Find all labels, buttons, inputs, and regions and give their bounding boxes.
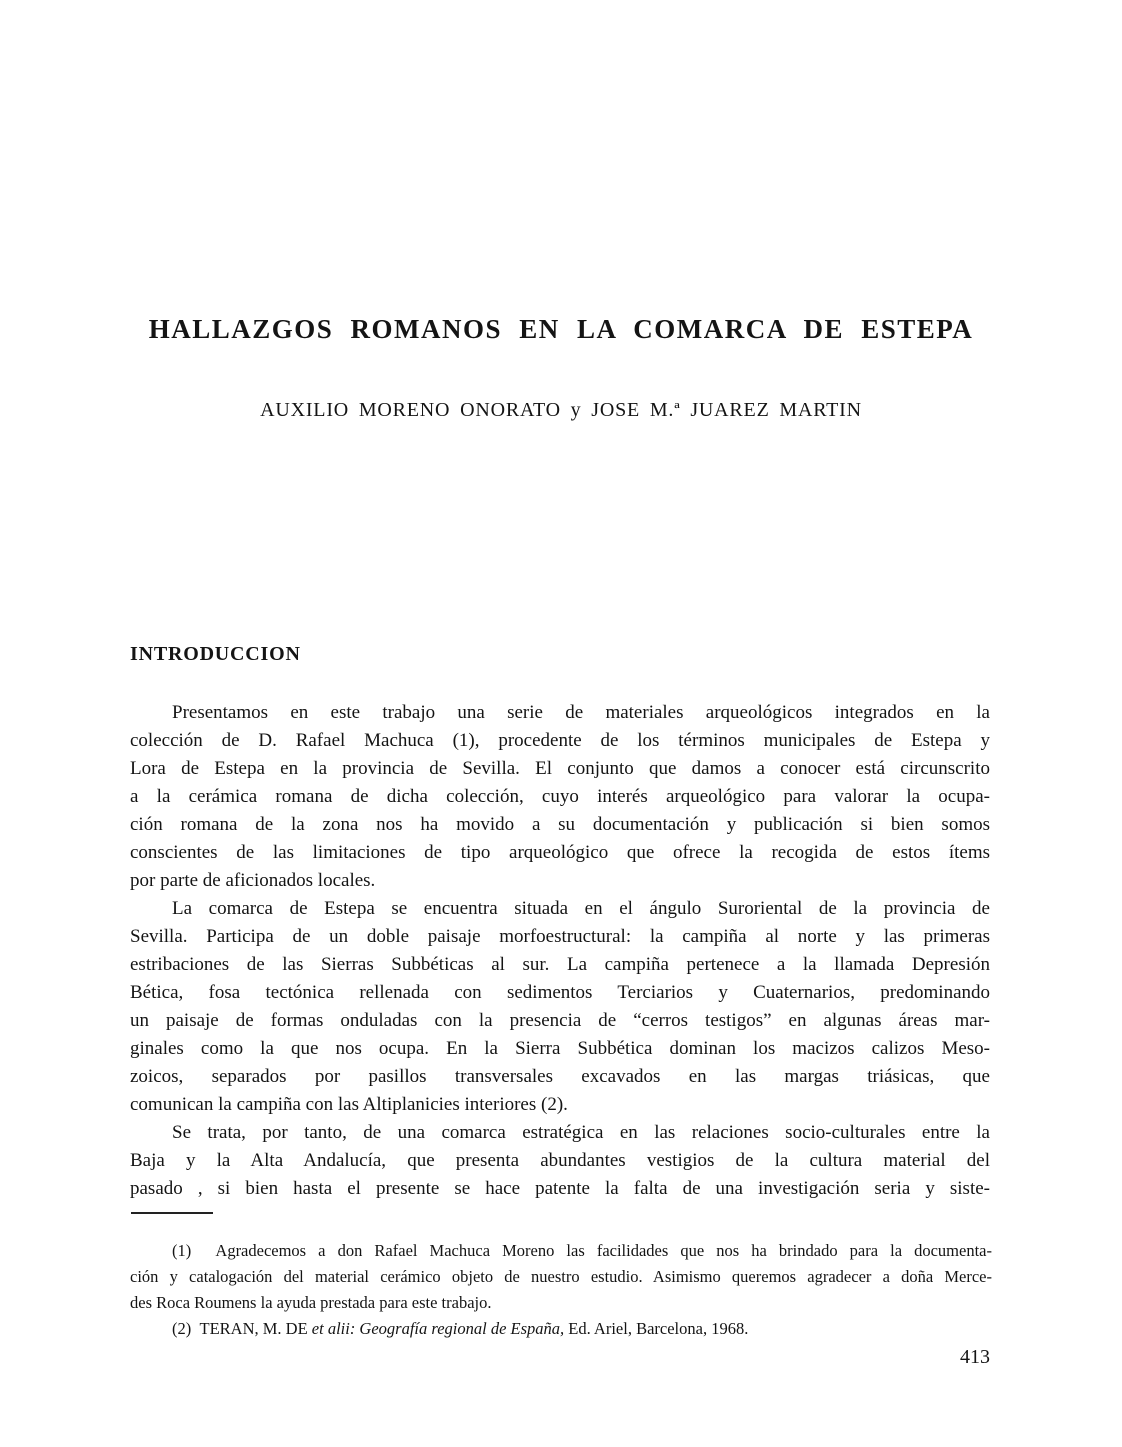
body-line: Baja y la Alta Andalucía, que presenta abundantes vestigios de la cultura material del — [130, 1150, 990, 1171]
paragraph — [130, 1119, 990, 1203]
body-line: Sevilla. Participa de un doble paisaje morfoestructural: la campiña al norte y las primeras — [130, 926, 990, 947]
body-line: zoicos, separados por pasillos transversales excavados en las margas triásicas, que — [130, 1066, 990, 1087]
footnotes — [130, 1238, 992, 1342]
body-line: Se trata, por tanto, de una comarca estratégica en las relaciones socio-culturales entre la — [172, 1122, 990, 1143]
footnote-line: (1) Agradecemos a don Rafael Machuca Moreno las facilidades que nos ha brindado para la documenta- — [172, 1241, 992, 1260]
body-line: conscientes de las limitaciones de tipo arqueológico que ofrece la recogida de estos ítems — [130, 842, 990, 863]
body-line: ginales como la que nos ocupa. En la Sierra Subbética dominan los macizos calizos Meso- — [130, 1038, 990, 1059]
footnote-line: des Roca Roumens la ayuda prestada para este trabajo. — [130, 1293, 492, 1312]
body-line: comunican la campiña con las Altiplanicies interiores (2). — [130, 1094, 568, 1115]
footnote-citation-italic: et alii: Geografía regional de España, — [311, 1319, 565, 1338]
footnote-1 — [130, 1238, 992, 1316]
footnote-rule — [131, 1212, 213, 1214]
body-line: pasado , si bien hasta el presente se hace patente la falta de una investigación seria y siste- — [130, 1178, 990, 1199]
body-line: Lora de Estepa en la provincia de Sevilla. El conjunto que damos a conocer está circunscrito — [130, 758, 990, 779]
body-line: Presentamos en este trabajo una serie de materiales arqueológicos integrados en la — [172, 702, 990, 723]
body-line: ción romana de la zona nos ha movido a su documentación y publicación si bien somos — [130, 814, 990, 835]
paragraph — [130, 699, 990, 895]
body-text — [130, 699, 990, 1203]
authors-line: AUXILIO MORENO ONORATO y JOSE M.ª JUAREZ MARTIN — [260, 399, 862, 421]
body-line: La comarca de Estepa se encuentra situada en el ángulo Suroriental de la provincia de — [172, 898, 990, 919]
body-line: a la cerámica romana de dicha colección, cuyo interés arqueológico para valorar la ocupa- — [130, 786, 990, 807]
footnote-line — [130, 1316, 992, 1342]
section-heading: INTRODUCCION — [130, 643, 301, 665]
footnote-2 — [130, 1316, 992, 1342]
page-title: HALLAZGOS ROMANOS EN LA COMARCA DE ESTEPA — [148, 314, 974, 344]
page-number: 413 — [960, 1346, 990, 1368]
body-line: un paisaje de formas onduladas con la presencia de “cerros testigos” en algunas áreas mar- — [130, 1010, 990, 1031]
body-line: Bética, fosa tectónica rellenada con sedimentos Terciarios y Cuaternarios, predominando — [130, 982, 990, 1003]
footnote-line: ción y catalogación del material cerámico objeto de nuestro estudio. Asimismo queremos agradecer a doña Merce- — [130, 1267, 992, 1286]
paragraph — [130, 895, 990, 1119]
body-line: colección de D. Rafael Machuca (1), procedente de los términos municipales de Estepa y — [130, 730, 990, 751]
body-line: por parte de aficionados locales. — [130, 870, 376, 891]
footnote-citation-suffix: Ed. Ariel, Barcelona, 1968. — [564, 1319, 749, 1338]
footnote-citation-prefix: (2) TERAN, M. DE — [172, 1319, 312, 1338]
body-line: estribaciones de las Sierras Subbéticas al sur. La campiña pertenece a la llamada Depresión — [130, 954, 990, 975]
